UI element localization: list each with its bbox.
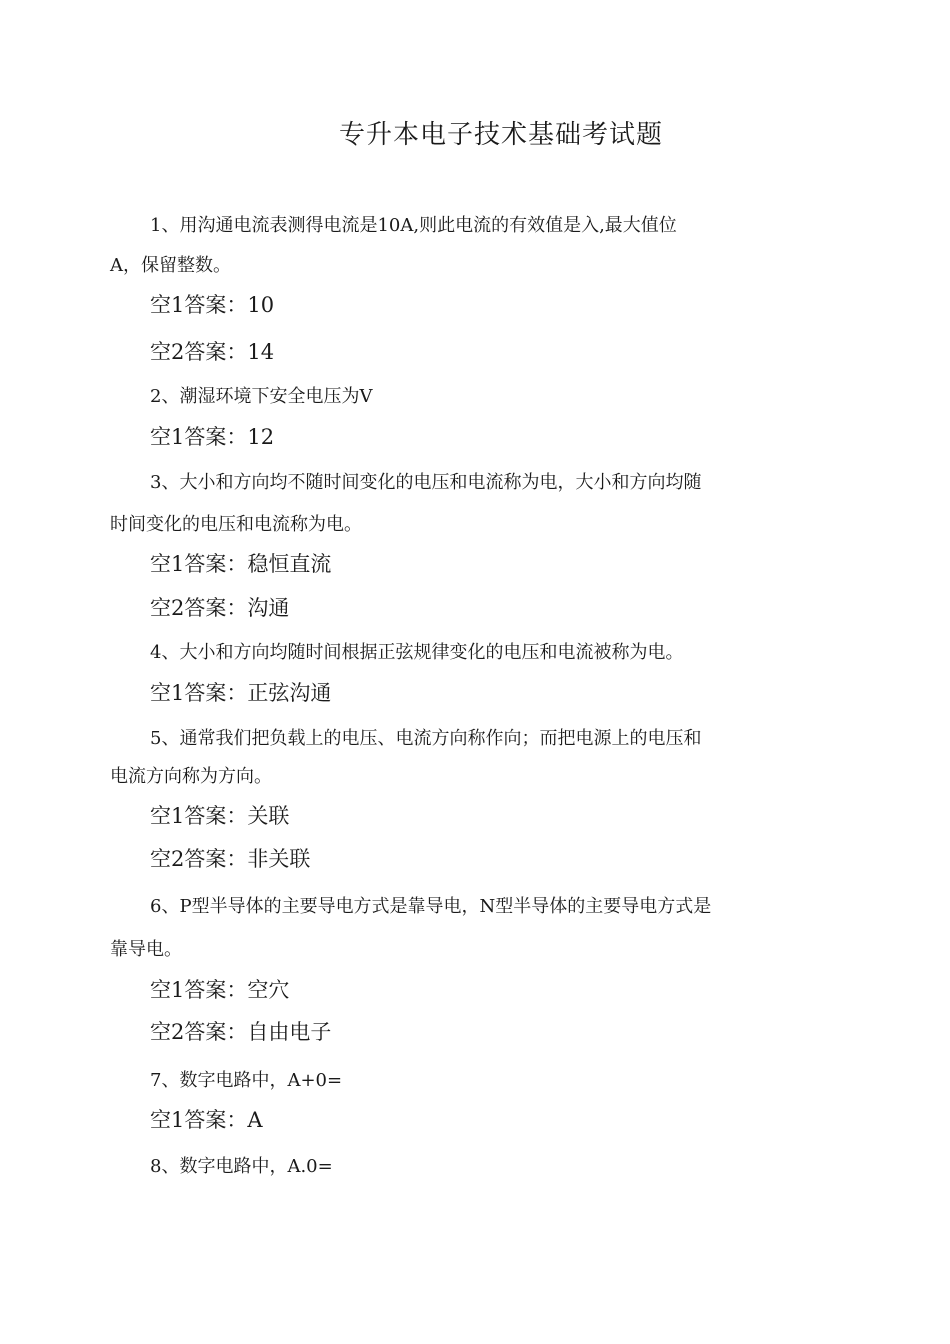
page-title: 专升本电子技术基础考试题 xyxy=(338,120,663,150)
question-6-answer-2: 空2答案：自由电子 xyxy=(150,1020,332,1044)
question-1-answer-2: 空2答案：14 xyxy=(150,340,275,364)
question-6-line-1: 6、P型半导体的主要导电方式是靠导电，N型半导体的主要导电方式是 xyxy=(150,896,712,917)
question-4-line-1: 4、大小和方向均随时间根据正弦规律变化的电压和电流被称为电。 xyxy=(150,642,684,663)
question-3-answer-1: 空1答案：稳恒直流 xyxy=(150,552,332,576)
question-3-line-1: 3、大小和方向均不随时间变化的电压和电流称为电，大小和方向均随 xyxy=(150,472,702,493)
question-2-answer-1: 空1答案：12 xyxy=(150,425,275,449)
question-8-line-1: 8、数字电路中，A.0= xyxy=(150,1156,333,1177)
question-7-line-1: 7、数字电路中，A+0= xyxy=(150,1070,343,1091)
question-5-line-2: 电流方向称为方向。 xyxy=(110,766,272,787)
question-3-line-2: 时间变化的电压和电流称为电。 xyxy=(110,514,362,535)
question-5-answer-1: 空1答案：关联 xyxy=(150,804,290,828)
question-5-line-1: 5、通常我们把负载上的电压、电流方向称作向；而把电源上的电压和 xyxy=(150,728,702,749)
question-3-answer-2: 空2答案：沟通 xyxy=(150,596,290,620)
question-4-answer-1: 空1答案：正弦沟通 xyxy=(150,681,332,705)
question-1-answer-1: 空1答案：10 xyxy=(150,293,275,317)
question-1-line-1: 1、用沟通电流表测得电流是10A,则此电流的有效值是入,最大值位 xyxy=(150,215,677,236)
question-6-answer-1: 空1答案：空穴 xyxy=(150,978,290,1002)
question-6-line-2: 靠导电。 xyxy=(110,939,182,960)
question-2-line-1: 2、潮湿环境下安全电压为V xyxy=(150,386,373,407)
question-7-answer-1: 空1答案：A xyxy=(150,1108,263,1132)
question-5-answer-2: 空2答案：非关联 xyxy=(150,847,311,871)
question-1-line-2: A，保留整数。 xyxy=(110,255,231,276)
